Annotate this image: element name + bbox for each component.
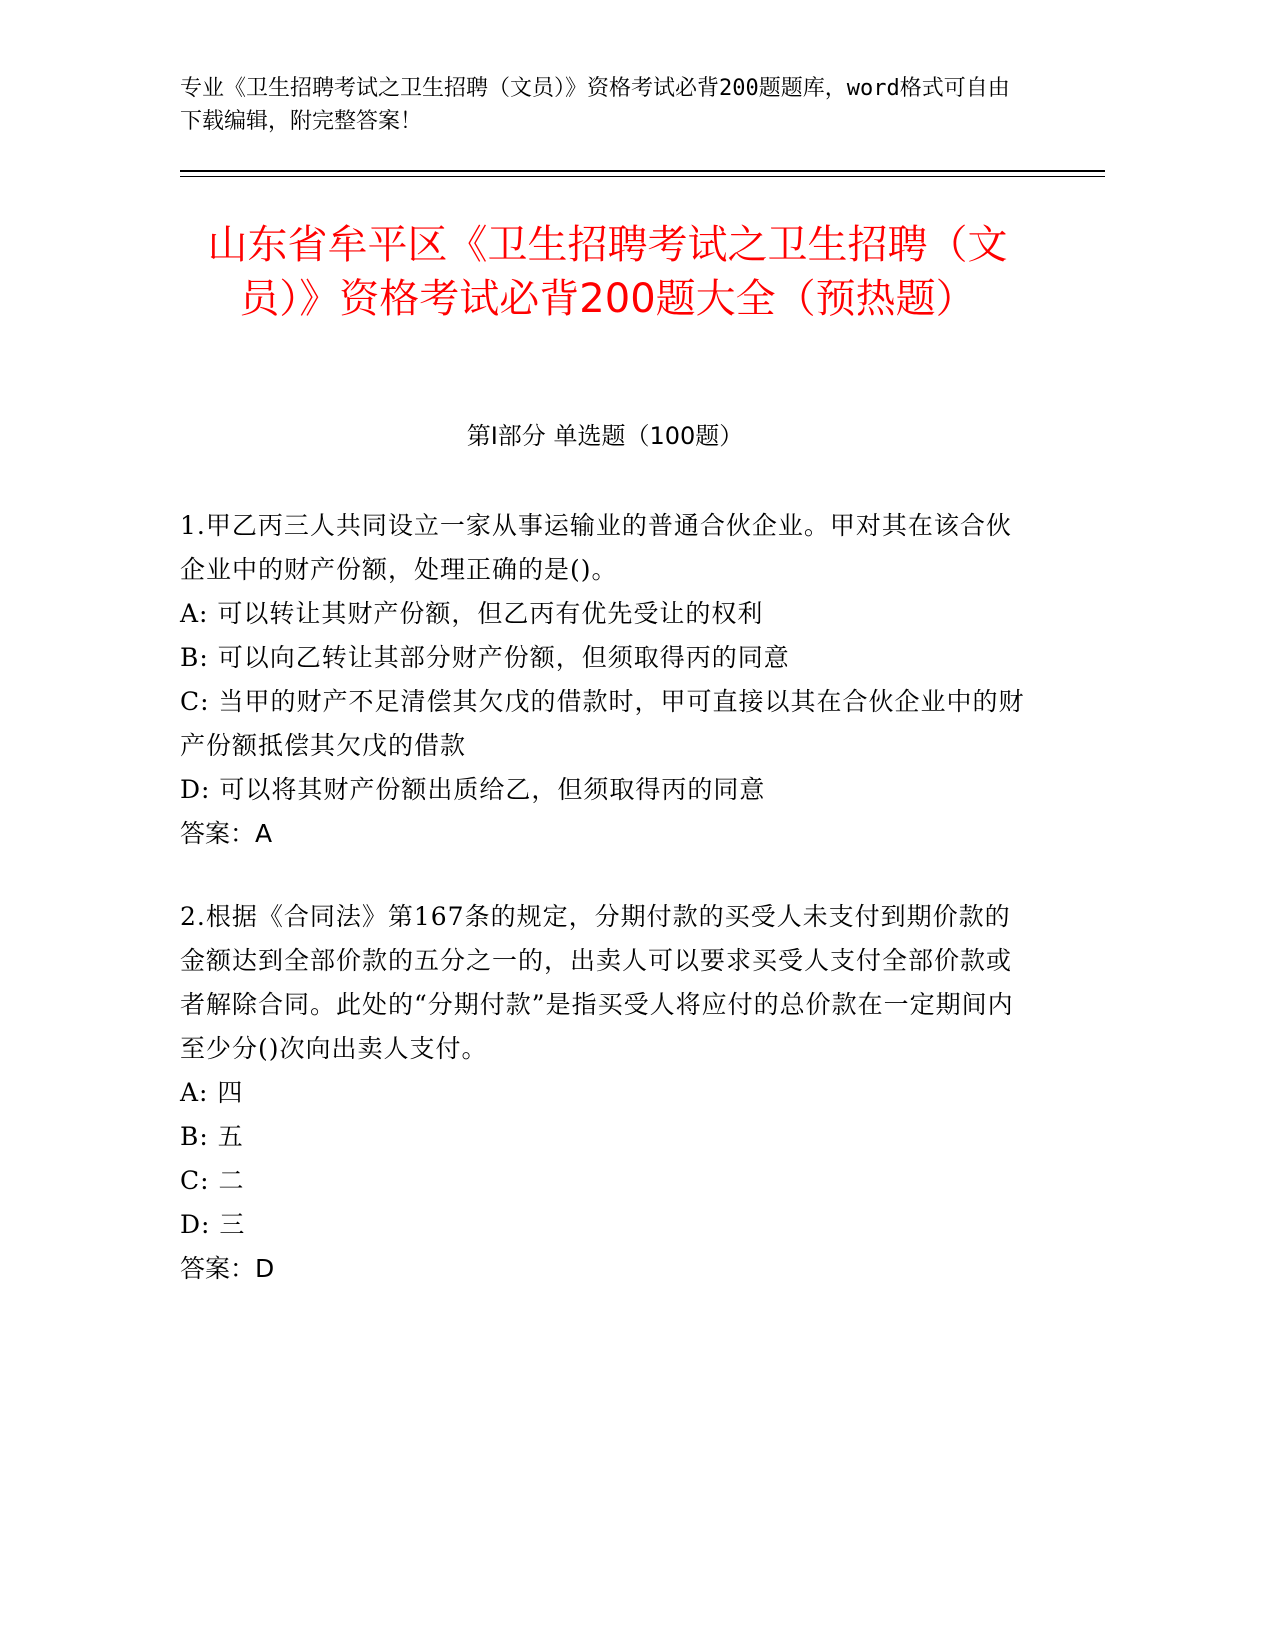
option-a: A: 四 [180,1078,244,1107]
answer: 答案：D [180,1254,275,1283]
option-d: D: 三 [180,1210,246,1239]
question-stem: 1.甲乙丙三人共同设立一家从事运输业的普通合伙企业。甲对其在该合伙企业中的财产份额，处理正确的是()。 [180,511,1012,584]
option-c: C: 当甲的财产不足清偿其欠戊的借款时，甲可直接以其在合伙企业中的财产份额抵偿其欠戊的借款 [180,687,1025,760]
question-stem: 2.根据《合同法》第167条的规定，分期付款的买受人未支付到期价款的金额达到全部价款的五分之一的，出卖人可以要求买受人支付全部价款或者解除合同。此处的“分期付款”是指买受人将应付的总价款在一定期间内至少分()次向出卖人支付。 [180,902,1014,1063]
answer: 答案：A [180,819,273,848]
question-1 [180,504,1030,856]
option-d: D: 可以将其财产份额出质给乙，但须取得丙的同意 [180,775,766,804]
section-title: 第I部分 单选题（100题） [466,422,744,450]
option-b: B: 五 [180,1122,244,1151]
option-a: A: 可以转让其财产份额，但乙丙有优先受让的权利 [180,599,764,628]
option-b: B: 可以向乙转让其部分财产份额，但须取得丙的同意 [180,643,790,672]
document-title: 山东省牟平区《卫生招聘考试之卫生招聘（文员）》资格考试必背200题大全（预热题） [207,222,1008,322]
question-2 [180,895,1030,1291]
option-c: C: 二 [180,1166,245,1195]
header-divider-thin [180,176,1105,177]
header-note: 专业《卫生招聘考试之卫生招聘（文员）》资格考试必背200题题库，word格式可自由下载编辑，附完整答案！ [180,76,1010,134]
header-divider-thick [180,170,1105,172]
